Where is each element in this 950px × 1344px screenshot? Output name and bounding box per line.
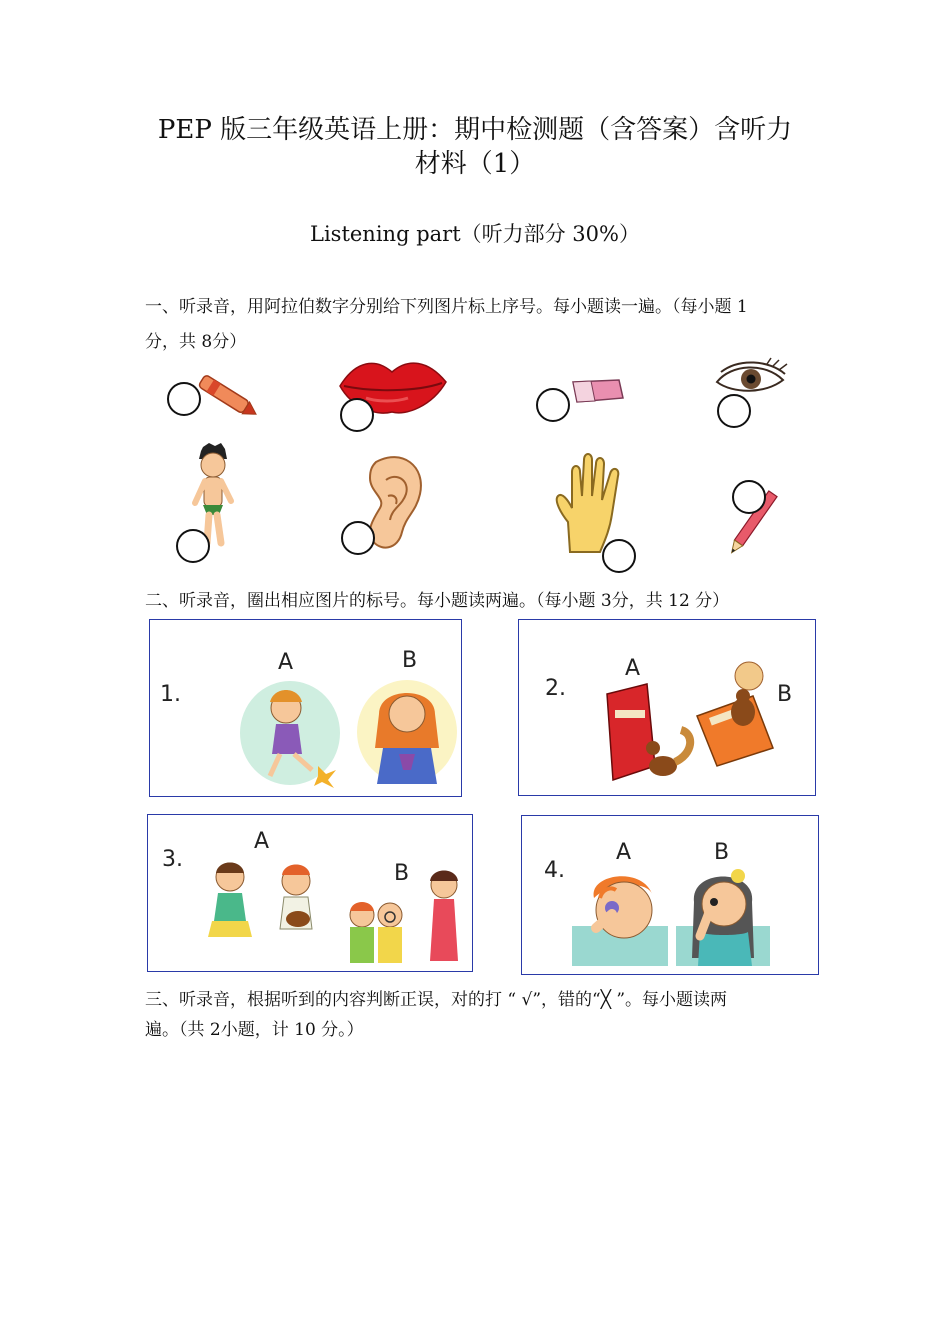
question-box-2 bbox=[518, 619, 816, 796]
listening-header: Listening part（听力部分 30%） bbox=[310, 222, 640, 246]
group-of-kids-icon bbox=[340, 865, 470, 969]
option-b-label[interactable]: B bbox=[402, 648, 418, 673]
option-a-label[interactable]: A bbox=[254, 829, 270, 854]
answer-circle[interactable] bbox=[536, 388, 570, 422]
question-number: 2. bbox=[545, 676, 566, 701]
answer-circle[interactable] bbox=[341, 521, 375, 555]
section2-instruction: 二、听录音，圈出相应图片的标号。每小题读两遍。（每小题 3分，共 12 分） bbox=[145, 591, 730, 611]
question-number: 4. bbox=[544, 858, 565, 883]
question-number: 3. bbox=[162, 847, 183, 872]
squirrel-book-icon bbox=[603, 684, 693, 784]
question-number: 1. bbox=[160, 682, 181, 707]
option-a-label[interactable]: A bbox=[625, 656, 641, 681]
boy-touching-eye-icon bbox=[572, 868, 672, 966]
option-b-label[interactable]: B bbox=[394, 861, 410, 886]
girl-kicking-icon bbox=[240, 678, 346, 788]
girl-smiling-icon bbox=[355, 678, 461, 786]
section1-item-1 bbox=[165, 368, 265, 428]
section1-item-4 bbox=[713, 360, 793, 430]
two-kids-greeting-icon bbox=[202, 857, 328, 967]
answer-circle[interactable] bbox=[732, 480, 766, 514]
section1-item-3 bbox=[533, 372, 628, 427]
option-a-label[interactable]: A bbox=[278, 650, 294, 675]
section3-instruction-line-2: 遍。（共 2小题，计 10 分。） bbox=[145, 1020, 364, 1040]
section1-item-6 bbox=[340, 452, 430, 557]
answer-circle[interactable] bbox=[717, 394, 751, 428]
answer-circle[interactable] bbox=[176, 529, 210, 563]
squirrel-on-book-icon bbox=[695, 660, 791, 770]
section3-instruction-line-1: 三、听录音，根据听到的内容判断正误，对的打 “ √”，错的“╳ ”。每小题读两 bbox=[145, 990, 728, 1010]
section1-item-8 bbox=[728, 476, 793, 551]
answer-circle[interactable] bbox=[167, 382, 201, 416]
option-a-label[interactable]: A bbox=[616, 840, 632, 865]
section1-instruction-line-2: 分，共 8分） bbox=[145, 332, 247, 352]
question-box-1 bbox=[149, 619, 462, 797]
girl-touching-eye-icon bbox=[676, 862, 774, 966]
section1-instruction-line-1: 一、听录音，用阿拉伯数字分别给下列图片标上序号。每小题读一遍。（每小题 1 bbox=[145, 297, 748, 317]
answer-circle[interactable] bbox=[340, 398, 374, 432]
option-b-label[interactable]: B bbox=[777, 682, 793, 707]
page-title-line-2: 材料（1） bbox=[414, 149, 536, 179]
option-b-label[interactable]: B bbox=[714, 840, 730, 865]
question-box-3 bbox=[147, 814, 473, 972]
section1-item-7 bbox=[550, 452, 645, 577]
section1-item-2 bbox=[336, 352, 451, 434]
question-box-4 bbox=[521, 815, 819, 975]
section1-item-5 bbox=[175, 443, 245, 563]
answer-circle[interactable] bbox=[602, 539, 636, 573]
page-title-line-1: PEP 版三年级英语上册：期中检测题（含答案）含听力 bbox=[157, 115, 793, 145]
